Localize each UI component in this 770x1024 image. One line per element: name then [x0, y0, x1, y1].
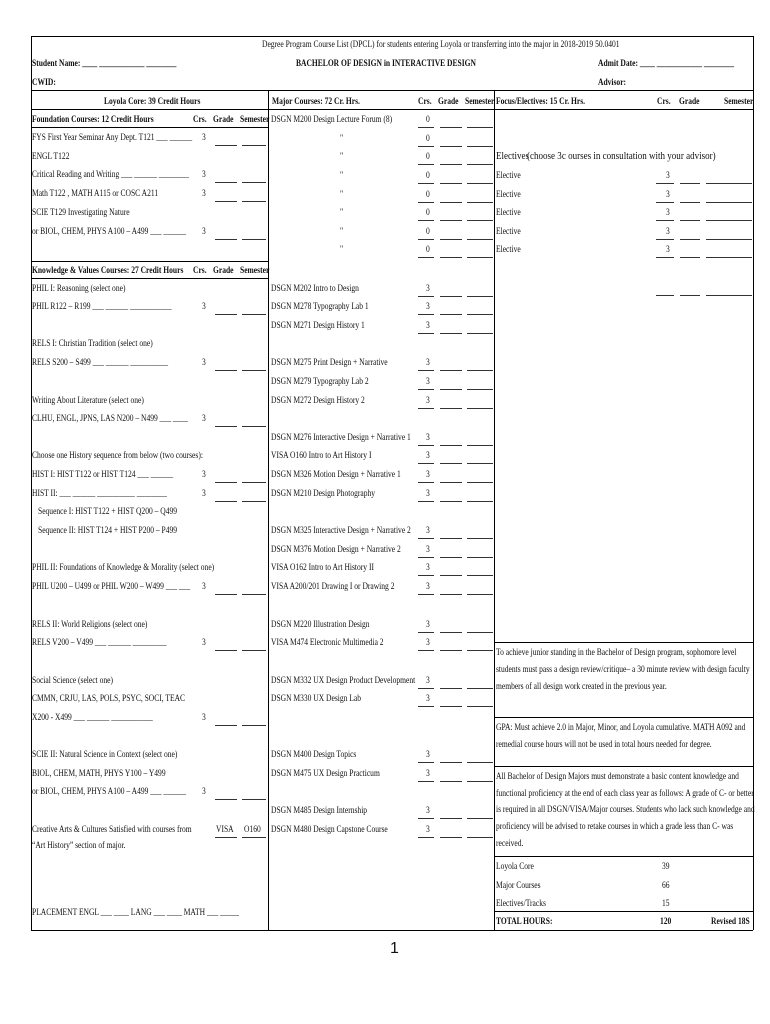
- major-course-credits: 0: [426, 244, 430, 254]
- elective-row: Elective: [496, 170, 521, 180]
- kv-line: PHIL I: Reasoning (select one): [32, 283, 126, 293]
- kv-credits: 3: [202, 488, 206, 498]
- elective-credits: 3: [666, 226, 670, 236]
- foundation-semester-heading: Semester: [240, 114, 270, 124]
- major-course-row: DSGN M485 Design Internship: [271, 805, 368, 815]
- major-course-row: ": [340, 189, 344, 199]
- major-course-row: DSGN M279 Typography Lab 2: [271, 376, 369, 386]
- focus-crs-heading: Crs.: [657, 96, 671, 106]
- major-course-row: DSGN M275 Print Design + Narrative: [271, 357, 388, 367]
- major-course-credits: 0: [426, 226, 430, 236]
- degree-title: BACHELOR OF DESIGN in INTERACTIVE DESIGN: [296, 58, 476, 68]
- kv-heading: Knowledge & Values Courses: 27 Credit Hours: [32, 265, 184, 275]
- focus-electives-heading: Focus/Electives: 15 Cr. Hrs.: [496, 96, 586, 106]
- placement-line: PLACEMENT ENGL ___ ____ LANG ___ ____ MATH ___ _____: [32, 907, 239, 917]
- majors-note-line: All Bachelor of Design Majors must demonstrate a basic content knowledge and: [496, 771, 739, 781]
- kv-credits: 3: [202, 469, 206, 479]
- major-course-credits: 0: [426, 114, 430, 124]
- kv-credits: 3: [202, 786, 206, 796]
- major-course-credits: 3: [426, 283, 430, 293]
- major-course-credits: 3: [426, 749, 430, 759]
- major-course-row: ": [340, 133, 344, 143]
- major-course-row: DSGN M271 Design History 1: [271, 320, 365, 330]
- foundation-crs-heading: Crs.: [193, 114, 207, 124]
- loyola-core-heading: Loyola Core: 39 Credit Hours: [104, 96, 201, 106]
- kv-line: RELS II: World Religions (select one): [32, 619, 148, 629]
- major-course-credits: 3: [426, 469, 430, 479]
- major-course-credits: 0: [426, 189, 430, 199]
- total-hours-label: TOTAL HOURS:: [496, 916, 553, 926]
- major-course-row: DSGN M326 Motion Design + Narrative 1: [271, 469, 401, 479]
- major-course-credits: 3: [426, 320, 430, 330]
- major-course-row: ": [340, 170, 344, 180]
- major-course-credits: 3: [426, 619, 430, 629]
- major-course-row: VISA O160 Intro to Art History I: [271, 450, 372, 460]
- kv-credits: 3: [202, 301, 206, 311]
- major-course-credits: 3: [426, 675, 430, 685]
- major-course-credits: 3: [426, 768, 430, 778]
- kv-line: PHIL II: Foundations of Knowledge & Morality (select one): [32, 562, 215, 572]
- major-course-credits: 0: [426, 133, 430, 143]
- kv-line: RELS S200 – S499 ___ ______ __________: [32, 357, 169, 367]
- cwid-label: CWID:: [32, 77, 56, 87]
- major-course-row: DSGN M272 Design History 2: [271, 395, 365, 405]
- major-course-row: ": [340, 151, 344, 161]
- foundation-row: FYS First Year Seminar Any Dept. T121 ___ ______: [32, 132, 193, 142]
- major-course-row: DSGN M276 Interactive Design + Narrative 1: [271, 432, 411, 442]
- kv-line: SCIE II: Natural Science in Context (select one): [32, 749, 178, 759]
- kv-line: Creative Arts & Cultures Satisfied with courses from: [32, 824, 192, 834]
- kv-line: BIOL, CHEM, MATH, PHYS Y100 – Y499: [32, 768, 166, 778]
- totals-value: 66: [662, 880, 670, 890]
- kv-o160: O160: [244, 824, 261, 834]
- kv-line: or BIOL, CHEM, PHYS A100 – A499 ___ ______: [32, 786, 187, 796]
- totals-label: Loyola Core: [496, 861, 534, 871]
- kv-line: Sequence I: HIST T122 + HIST Q200 – Q499: [38, 506, 178, 516]
- elective-row: Elective: [496, 207, 521, 217]
- kv-line: RELS V200 – V499 ___ ______ _________: [32, 637, 167, 647]
- major-course-row: VISA A200/201 Drawing I or Drawing 2: [271, 581, 395, 591]
- foundation-row: ENGL T122: [32, 151, 70, 161]
- major-course-row: DSGN M220 Illustration Design: [271, 619, 370, 629]
- foundation-credits: 3: [202, 132, 206, 142]
- major-course-row: DSGN M278 Typography Lab 1: [271, 301, 369, 311]
- elective-credits: 3: [666, 189, 670, 199]
- foundation-heading: Foundation Courses: 12 Credit Hours: [32, 114, 154, 124]
- major-course-credits: 3: [426, 562, 430, 572]
- major-course-credits: 3: [426, 357, 430, 367]
- major-course-row: DSGN M200 Design Lecture Forum (8): [271, 114, 393, 124]
- revised-label: Revised 18S: [711, 916, 750, 926]
- elective-credits: 3: [666, 170, 670, 180]
- major-course-credits: 3: [426, 432, 430, 442]
- major-course-credits: 0: [426, 207, 430, 217]
- majors-note-line: received.: [496, 838, 524, 848]
- major-course-credits: 3: [426, 581, 430, 591]
- foundation-row: Math T122 , MATH A115 or COSC A211: [32, 188, 159, 198]
- junior-note-line: members of all design work created in the previous year.: [496, 681, 667, 691]
- kv-credits: 3: [202, 413, 206, 423]
- elective-row: Elective: [496, 189, 521, 199]
- majors-note-line: proficiency will be advised to retake courses in which a grade less than C- was: [496, 821, 734, 831]
- major-courses-heading: Major Courses: 72 Cr. Hrs.: [272, 96, 360, 106]
- kv-line: PHIL R122 – R199 ___ ______ ___________: [32, 301, 172, 311]
- elective-credits: 3: [666, 244, 670, 254]
- foundation-credits: 3: [202, 169, 206, 179]
- major-course-row: VISA M474 Electronic Multimedia 2: [271, 637, 384, 647]
- kv-line: CLHU, ENGL, JPNS, LAS N200 – N499 ___ ____: [32, 413, 188, 423]
- kv-visa: VISA: [216, 824, 234, 834]
- major-course-credits: 3: [426, 395, 430, 405]
- major-course-row: DSGN M330 UX Design Lab: [271, 693, 361, 703]
- major-course-row: DSGN M325 Interactive Design + Narrative 2: [271, 525, 411, 535]
- major-course-row: ": [340, 207, 344, 217]
- elective-row: Elective: [496, 244, 521, 254]
- kv-credits: 3: [202, 637, 206, 647]
- major-course-credits: 3: [426, 824, 430, 834]
- totals-label: Major Courses: [496, 880, 541, 890]
- totals-value: 15: [662, 898, 670, 908]
- major-grade-heading: Grade: [438, 96, 459, 106]
- major-semester-heading: Semester: [465, 96, 495, 106]
- foundation-credits: 3: [202, 188, 206, 198]
- dpcl-title: Degree Program Course List (DPCL) for students entering Loyola or transferring into the major in 2018-2019 50.0401: [262, 39, 620, 49]
- major-course-row: ": [340, 226, 344, 236]
- gpa-note-line: remedial course hours will not be used in total hours needed for degree.: [496, 739, 712, 749]
- major-course-row: ": [340, 244, 344, 254]
- kv-credits: 3: [202, 712, 206, 722]
- kv-line: Sequence II: HIST T124 + HIST P200 – P499: [38, 525, 178, 535]
- kv-line: Choose one History sequence from below (two courses):: [32, 450, 203, 460]
- foundation-row: or BIOL, CHEM, PHYS A100 – A499 ___ ______: [32, 226, 187, 236]
- admit-date-label: Admit Date: ____ ____________ ________: [598, 58, 735, 68]
- major-course-row: DSGN M376 Motion Design + Narrative 2: [271, 544, 401, 554]
- electives-note: (choose 3c ourses in consultation with your advisor): [527, 150, 716, 162]
- elective-credits: 3: [666, 207, 670, 217]
- elective-row: Elective: [496, 226, 521, 236]
- page-number: 1: [390, 940, 399, 957]
- kv-line: Writing About Literature (select one): [32, 395, 144, 405]
- kv-credits: 3: [202, 581, 206, 591]
- major-course-credits: 3: [426, 525, 430, 535]
- foundation-row: SCIE T129 Investigating Nature: [32, 207, 130, 217]
- advisor-label: Advisor:: [598, 77, 627, 87]
- major-course-row: DSGN M475 UX Design Practicum: [271, 768, 380, 778]
- major-course-row: DSGN M480 Design Capstone Course: [271, 824, 388, 834]
- kv-semester-heading: Semester: [240, 265, 270, 275]
- major-course-credits: 3: [426, 637, 430, 647]
- student-name-label: Student Name: ____ ____________ ________: [32, 58, 177, 68]
- foundation-grade-heading: Grade: [213, 114, 234, 124]
- major-course-row: DSGN M210 Design Photography: [271, 488, 376, 498]
- major-course-credits: 3: [426, 301, 430, 311]
- kv-credits: 3: [202, 357, 206, 367]
- focus-grade-heading: Grade: [679, 96, 700, 106]
- kv-line: HIST I: HIST T122 or HIST T124 ___ ______: [32, 469, 174, 479]
- kv-line: Social Science (select one): [32, 675, 113, 685]
- major-course-row: VISA O162 Intro to Art History II: [271, 562, 374, 572]
- major-course-credits: 3: [426, 376, 430, 386]
- kv-crs-heading: Crs.: [193, 265, 207, 275]
- junior-note-line: students must pass a design review/critique– a 30 minute review with design faculty: [496, 664, 750, 674]
- major-course-credits: 0: [426, 151, 430, 161]
- major-course-row: DSGN M400 Design Topics: [271, 749, 357, 759]
- majors-note-line: functional proficiency at the end of each class year as follows: A grade of C- or better: [496, 788, 754, 798]
- focus-semester-heading: Semester: [724, 96, 754, 106]
- major-course-row: DSGN M202 Intro to Design: [271, 283, 359, 293]
- foundation-row: Critical Reading and Writing ___ ______ ________: [32, 169, 189, 179]
- totals-label: Electives/Tracks: [496, 898, 546, 908]
- major-course-credits: 3: [426, 544, 430, 554]
- junior-note-line: To achieve junior standing in the Bachelor of Design program, sophomore level: [496, 647, 737, 657]
- major-course-row: DSGN M332 UX Design Product Development: [271, 675, 416, 685]
- major-course-credits: 0: [426, 170, 430, 180]
- major-crs-heading: Crs.: [418, 96, 432, 106]
- kv-line: RELS I: Christian Tradition (select one): [32, 338, 153, 348]
- major-course-credits: 3: [426, 805, 430, 815]
- kv-line: X200 - X499 ___ ______ ___________: [32, 712, 153, 722]
- total-hours-value: 120: [660, 916, 672, 926]
- kv-line: “Art History” section of major.: [32, 840, 126, 850]
- kv-line: CMMN, CRJU, LAS, POLS, PSYC, SOCI, TEAC: [32, 693, 186, 703]
- major-course-credits: 3: [426, 488, 430, 498]
- major-course-credits: 3: [426, 450, 430, 460]
- kv-line: HIST II: ___ ______ __________ ________: [32, 488, 167, 498]
- majors-note-line: is required in all DSGN/VISA/Major courses. Students who lack such knowledge and: [496, 804, 755, 814]
- major-course-credits: 3: [426, 693, 430, 703]
- kv-line: PHIL U200 – U499 or PHIL W200 – W499 ___ ___: [32, 581, 191, 591]
- gpa-note-line: GPA: Must achieve 2.0 in Major, Minor, and Loyola cumulative. MATH A092 and: [496, 722, 746, 732]
- kv-grade-heading: Grade: [213, 265, 234, 275]
- electives-title: Electives: [496, 150, 530, 162]
- foundation-credits: 3: [202, 226, 206, 236]
- totals-value: 39: [662, 861, 670, 871]
